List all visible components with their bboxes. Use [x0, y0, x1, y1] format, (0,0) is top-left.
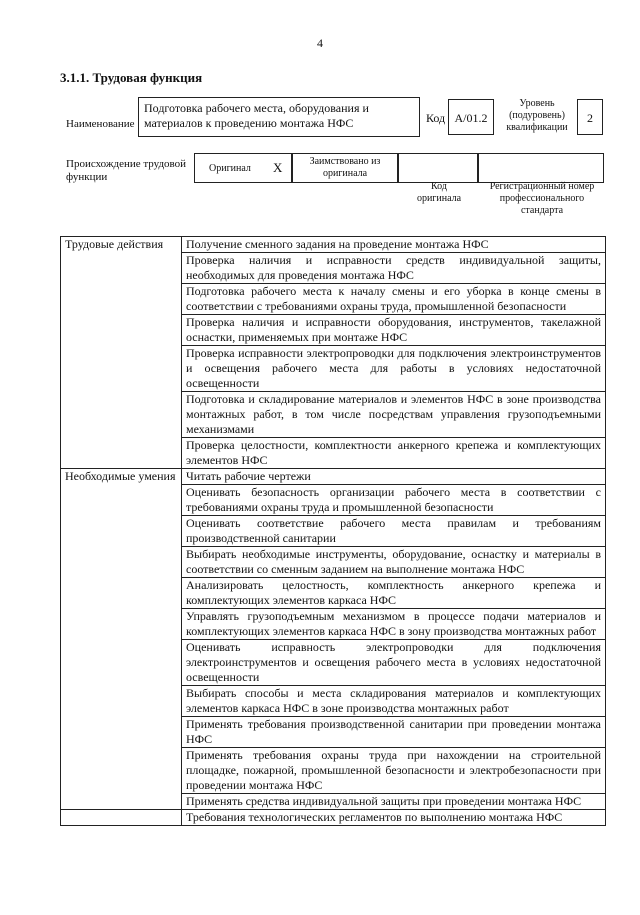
name-label: Наименование [66, 118, 135, 130]
original-cell [194, 153, 292, 183]
knowledge-item: Требования технологических регламентов по выполнению монтажа НФС [182, 810, 606, 826]
function-name-value: Подготовка рабочего места, оборудования и материалов к проведению монтажа НФС [138, 97, 420, 137]
labor-action-item: Проверка наличия и исправности оборудования, инструментов, такелажной оснастки, применяемых при монтаже НФС [182, 315, 606, 346]
original-mark: X [273, 160, 283, 175]
table-row [61, 810, 606, 826]
knowledge-label [61, 810, 182, 826]
labor-action-item: Проверка исправности электропроводки для подключения электроинструментов и освещения рабочего места для работы в условиях недостаточной освещенности [182, 346, 606, 392]
labor-action-item: Подготовка и складирование материалов и элементов НФС в зоне производства монтажных работ, в том числе посредствам управления грузоподъемными механизмами [182, 392, 606, 438]
labor-action-item: Подготовка рабочего места к началу смены и его уборка в конце смены в соответствии с требованиями охраны труда, промышленной безопасности [182, 284, 606, 315]
original-code-cell [398, 153, 478, 183]
skill-item: Выбирать необходимые инструменты, оборудование, оснастку и материалы в соответствии со сменным заданием на выполнение монтажа НФС [182, 547, 606, 578]
skill-item: Применять требования охраны труда при нахождении на строительной площадке, пожарной, промышленной безопасности и электробезопасности при проведении монтажа НФС [182, 748, 606, 794]
table-row [61, 237, 606, 253]
table-row [61, 469, 606, 485]
code-label: Код [426, 111, 446, 125]
code-value: А/01.2 [448, 99, 494, 135]
skill-item: Выбирать способы и места складирования материалов и комплектующих элементов каркаса НФС в зоне производства монтажных работ [182, 686, 606, 717]
level-value: 2 [577, 99, 603, 135]
skill-item: Применять требования производственной санитарии при проведении монтажа НФС [182, 717, 606, 748]
skills-label: Необходимые умения [61, 469, 182, 810]
reg-number-cell [478, 153, 604, 183]
level-label: Уровень (подуровень) квалификации [506, 98, 568, 133]
labor-action-item: Получение сменного задания на проведение монтажа НФС [182, 237, 606, 253]
page-number: 4 [317, 36, 323, 50]
borrowed-cell: Заимствовано из оригинала [292, 153, 398, 183]
labor-action-item: Проверка целостности, комплектности анкерного крепежа и комплектующих элементов НФС [182, 438, 606, 469]
skill-item: Оценивать исправность электропроводки для подключения электроинструментов и освещения рабочего места в условиях недостаточной освещенности [182, 640, 606, 686]
skill-item: Оценивать соответствие рабочего места правилам и требованиям производственной санитарии [182, 516, 606, 547]
code-original-caption: Код оригинала [416, 181, 462, 204]
reg-number-caption: Регистрационный номер профессионального стандарта [489, 181, 595, 216]
original-label: Оригинал [209, 163, 251, 174]
labor-action-item: Проверка наличия и исправности средств индивидуальной защиты, необходимых для проведения монтажа НФС [182, 253, 606, 284]
labor-function-table [60, 236, 606, 826]
origin-label: Происхождение трудовой функции [66, 158, 187, 183]
skill-item: Оценивать безопасность организации рабочего места в соответствии с требованиями охраны труда и промышленной безопасности [182, 485, 606, 516]
skill-item: Читать рабочие чертежи [182, 469, 606, 485]
skill-item: Управлять грузоподъемным механизмом в процессе подачи материалов и комплектующих элементов каркаса НФС в зону производства монтажных работ [182, 609, 606, 640]
section-title: 3.1.1. Трудовая функция [60, 70, 203, 85]
skill-item: Применять средства индивидуальной защиты при проведении монтажа НФС [182, 794, 606, 810]
labor-actions-label: Трудовые действия [61, 237, 182, 469]
skill-item: Анализировать целостность, комплектность анкерного крепежа и комплектующих элементов каркаса НФС [182, 578, 606, 609]
